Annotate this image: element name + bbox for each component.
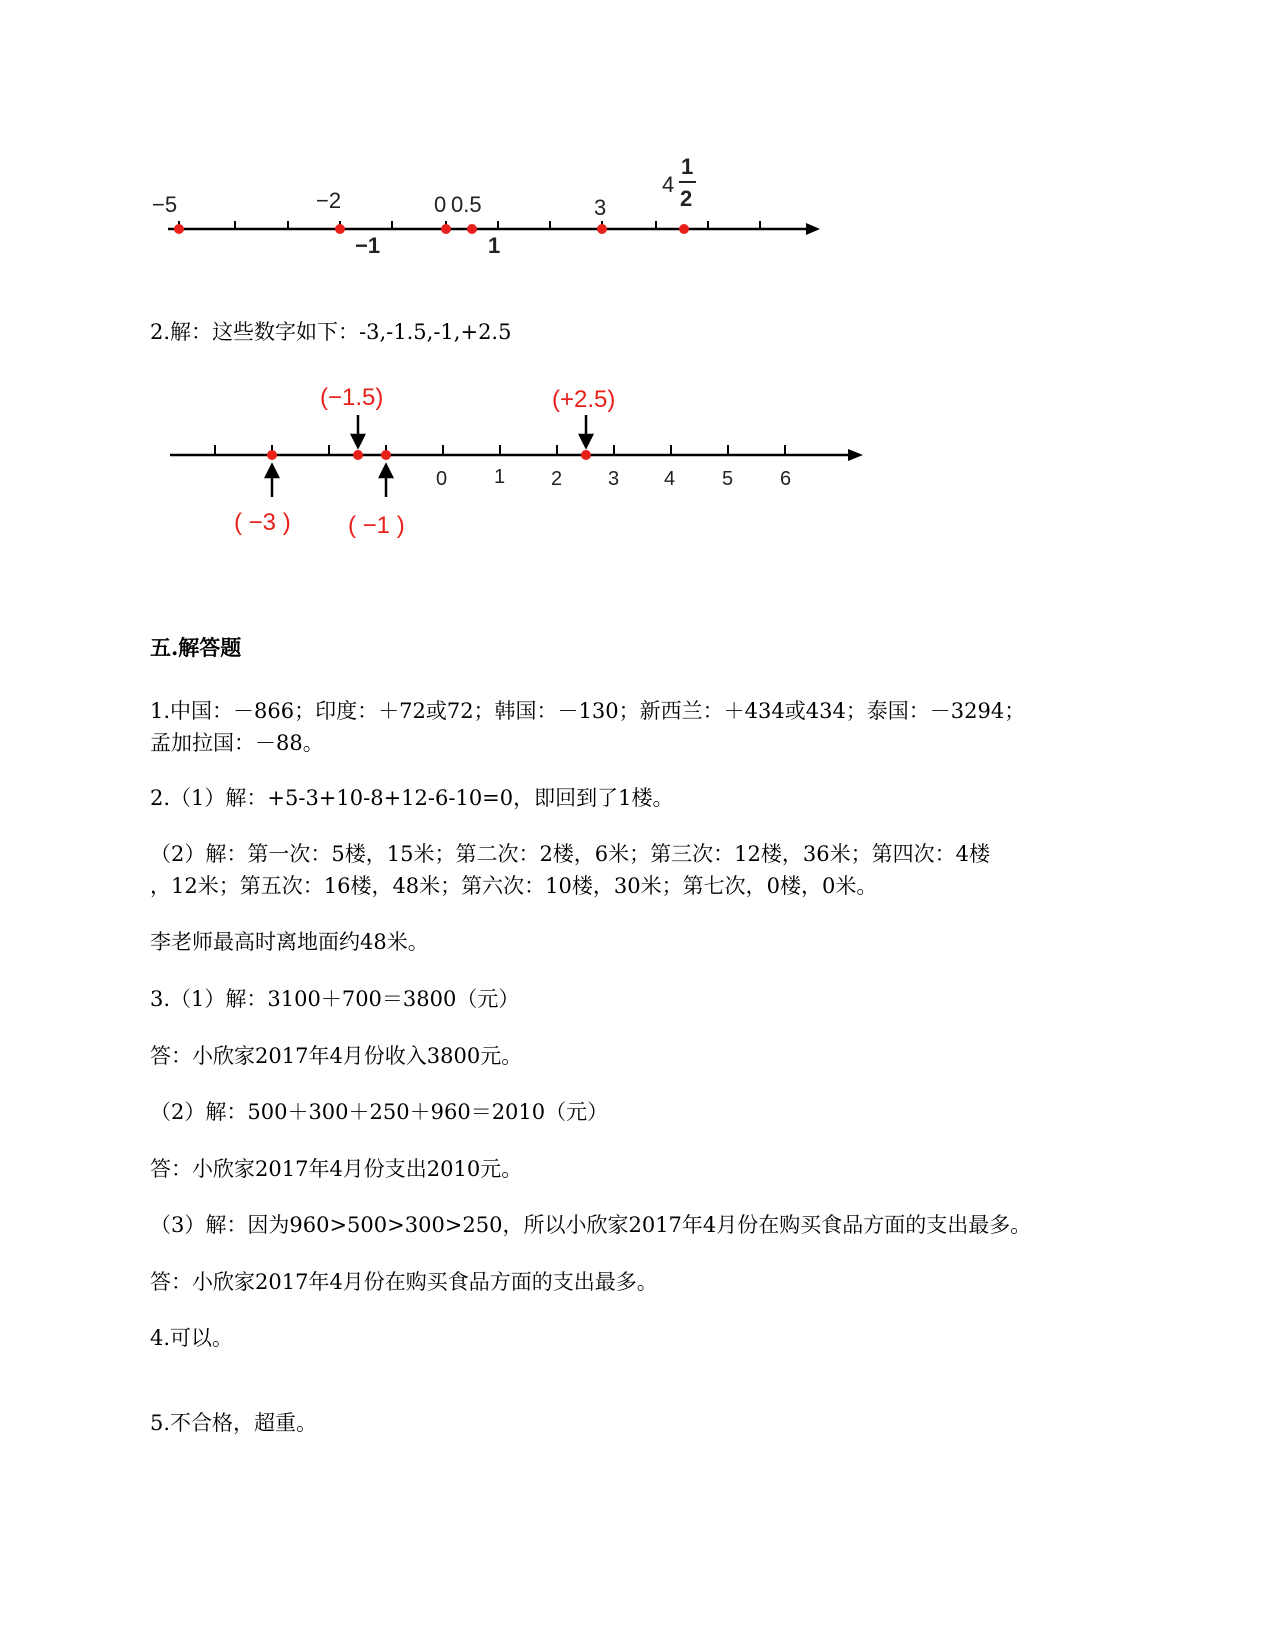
tick-label-0: 0 <box>436 468 448 490</box>
frac-num: 1 <box>681 154 694 179</box>
answer-3-part-3: （3）解：因为960>500>300>250，所以小欣家2017年4月份在购买食品方面的支出最多。 <box>150 1213 1032 1237</box>
answer-2-part-2-line-2: ，12米；第五次：16楼，48米；第六次：10楼，30米；第七次，0楼，0米。 <box>150 874 878 898</box>
label-0: 0 <box>434 192 447 217</box>
point-minus-2 <box>335 224 345 234</box>
point-minus-1-5 <box>353 450 363 460</box>
frac-den: 2 <box>680 186 693 211</box>
tick-label-1: 1 <box>494 466 506 488</box>
answer-2-part-1: 2.（1）解：+5-3+10-8+12-6-10=0，即回到了1楼。 <box>150 786 674 810</box>
point-minus-3 <box>267 450 277 460</box>
point-0-5 <box>467 224 477 234</box>
label-minus-1-5: (−1.5) <box>320 384 384 411</box>
label-plus-2-5: (+2.5) <box>552 386 616 413</box>
answer-1-line-1: 1.中国：－866；印度：＋72或72；韩国：－130；新西兰：＋434或434；泰国：－3294； <box>150 699 1026 723</box>
point-3 <box>597 224 607 234</box>
answer-3-part-3-answer: 答：小欣家2017年4月份在购买食品方面的支出最多。 <box>150 1270 658 1294</box>
answer-3-part-2: （2）解：500＋300＋250＋960＝2010（元） <box>150 1100 609 1124</box>
tick-label-6: 6 <box>780 468 792 490</box>
label-1: 1 <box>488 233 501 258</box>
point-minus-5 <box>174 224 184 234</box>
label-minus-1: −1 <box>355 233 381 258</box>
answer-5: 5.不合格，超重。 <box>150 1411 318 1435</box>
q2-statement: 2.解：这些数字如下：-3,-1.5,-1,+2.5 <box>150 320 512 344</box>
label-minus-3: ( −3 ) <box>234 509 291 536</box>
label-0-5: 0.5 <box>451 192 482 217</box>
tick-label-2: 2 <box>551 468 563 490</box>
point-minus-1 <box>381 450 391 460</box>
number-line-figure-2 <box>160 375 880 555</box>
tick-label-4: 4 <box>664 468 676 490</box>
label-4: 4 <box>662 172 675 197</box>
answer-1-line-2: 孟加拉国：－88。 <box>150 731 324 755</box>
label-minus-5: −5 <box>152 192 178 217</box>
number-line-figure-1 <box>150 150 830 270</box>
label-3: 3 <box>594 195 607 220</box>
label-minus-2: −2 <box>316 188 342 213</box>
tick-label-3: 3 <box>608 468 620 490</box>
answer-3-part-1: 3.（1）解：3100＋700＝3800（元） <box>150 987 520 1011</box>
tick-label-5: 5 <box>722 468 734 490</box>
answer-2-conclusion: 李老师最高时离地面约48米。 <box>150 930 429 954</box>
point-plus-2-5 <box>581 450 591 460</box>
point-0 <box>441 224 451 234</box>
label-minus-1: ( −1 ) <box>348 512 405 539</box>
answer-2-part-2-line-1: （2）解：第一次：5楼，15米；第二次：2楼，6米；第三次：12楼，36米；第四次：4楼 <box>150 842 990 866</box>
answer-3-part-2-answer: 答：小欣家2017年4月份支出2010元。 <box>150 1157 523 1181</box>
point-4-5 <box>679 224 689 234</box>
answer-3-part-1-answer: 答：小欣家2017年4月份收入3800元。 <box>150 1044 523 1068</box>
section-title: 五.解答题 <box>150 635 242 660</box>
answer-4: 4.可以。 <box>150 1326 234 1350</box>
